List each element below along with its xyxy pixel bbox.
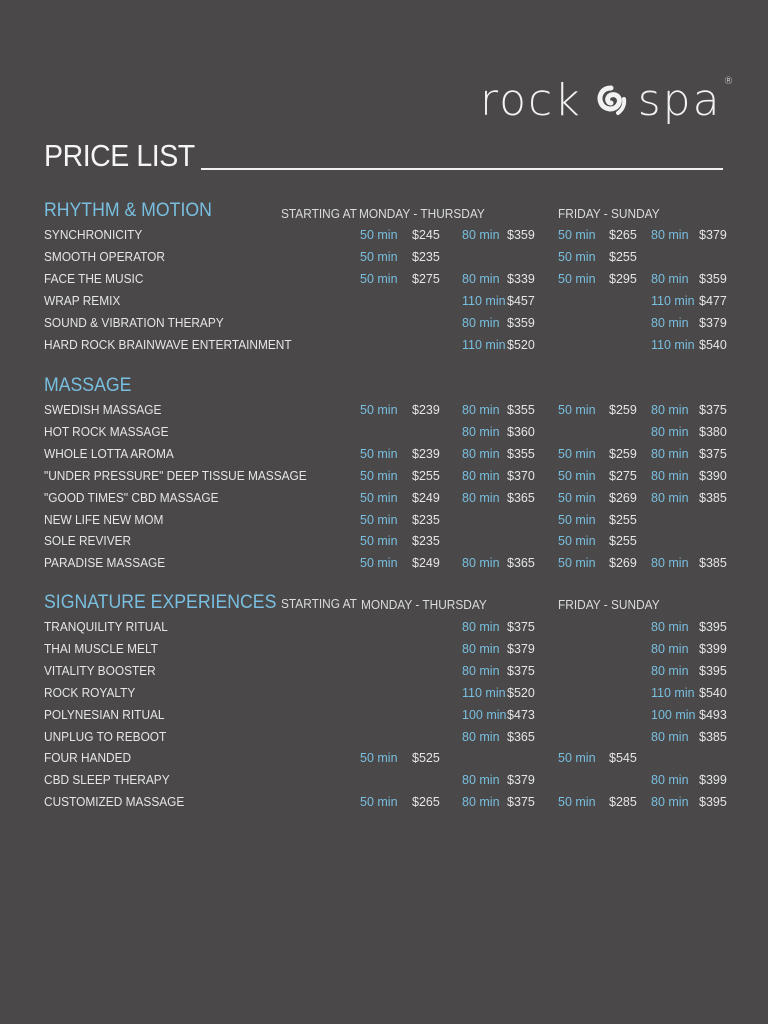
weekday-duration-1: 50 min bbox=[360, 751, 398, 766]
swirl-icon bbox=[594, 81, 628, 119]
weekend-price-1: $255 bbox=[609, 534, 637, 549]
weekday-duration-2: 80 min bbox=[462, 403, 500, 417]
weekday-price-2: $365 bbox=[507, 729, 535, 744]
price-row bbox=[0, 469, 768, 489]
treatment-name: HOT ROCK MASSAGE bbox=[44, 424, 169, 439]
weekend-duration-2: 80 min bbox=[651, 424, 689, 439]
weekend-price-2: $385 bbox=[699, 729, 727, 744]
weekend-price-2: $390 bbox=[699, 468, 727, 483]
weekday-price-1: $235 bbox=[412, 512, 440, 527]
weekday-duration-2: 100 min bbox=[462, 707, 507, 722]
weekend-price-2: $385 bbox=[699, 490, 727, 505]
weekend-duration-2: 80 min bbox=[651, 271, 689, 286]
weekday-duration-2: 80 min bbox=[462, 424, 500, 439]
weekend-price-2: $540 bbox=[699, 337, 727, 352]
weekday-duration-2: 110 min bbox=[462, 293, 506, 308]
treatment-name: VITALITY BOOSTER bbox=[44, 663, 156, 678]
weekend-duration-2: 80 min bbox=[651, 228, 689, 242]
weekday-duration-2: 80 min bbox=[462, 663, 500, 678]
weekday-price-2: $370 bbox=[507, 468, 535, 483]
treatment-name: PARADISE MASSAGE bbox=[44, 556, 166, 571]
weekday-label: MONDAY - THURSDAY bbox=[359, 207, 485, 221]
weekday-duration-2: 80 min bbox=[462, 446, 500, 461]
weekday-price-2: $359 bbox=[507, 228, 535, 242]
starting-at-label: STARTING AT bbox=[281, 207, 357, 221]
weekend-price-1: $269 bbox=[609, 556, 637, 571]
weekday-price-2: $339 bbox=[507, 271, 535, 286]
weekend-price-2: $380 bbox=[699, 424, 727, 439]
weekend-price-2: $395 bbox=[699, 620, 727, 634]
weekend-duration-1: 50 min bbox=[558, 556, 596, 571]
weekend-duration-2: 80 min bbox=[651, 641, 689, 656]
title-divider bbox=[201, 168, 723, 170]
page-title: PRICE LIST bbox=[44, 138, 195, 173]
treatment-name: SYNCHRONICITY bbox=[44, 228, 143, 242]
weekday-duration-1: 50 min bbox=[360, 534, 398, 549]
treatment-name: SMOOTH OPERATOR bbox=[44, 249, 165, 264]
weekday-duration-1: 50 min bbox=[360, 556, 398, 571]
weekday-duration-2: 80 min bbox=[462, 620, 500, 634]
treatment-name: THAI MUSCLE MELT bbox=[44, 641, 158, 656]
weekday-duration-1: 50 min bbox=[360, 228, 398, 242]
price-row bbox=[0, 272, 768, 292]
weekday-duration-1: 50 min bbox=[360, 403, 398, 417]
weekend-duration-2: 80 min bbox=[651, 556, 689, 571]
section-title-signature-experiences: SIGNATURE EXPERIENCES bbox=[44, 592, 277, 613]
weekend-price-1: $255 bbox=[609, 512, 637, 527]
price-row bbox=[0, 686, 768, 706]
price-row bbox=[0, 403, 768, 423]
weekend-price-2: $395 bbox=[699, 663, 727, 678]
weekend-duration-2: 80 min bbox=[651, 663, 689, 678]
weekend-duration-1: 50 min bbox=[558, 490, 596, 505]
weekend-duration-2: 80 min bbox=[651, 795, 689, 810]
treatment-name: WRAP REMIX bbox=[44, 293, 121, 308]
weekday-label: MONDAY - THURSDAY bbox=[361, 598, 487, 612]
weekday-price-2: $355 bbox=[507, 446, 535, 461]
weekday-duration-2: 110 min bbox=[462, 685, 506, 700]
weekend-price-2: $399 bbox=[699, 641, 727, 656]
weekend-label: FRIDAY - SUNDAY bbox=[558, 598, 660, 612]
price-row bbox=[0, 316, 768, 336]
weekend-duration-2: 80 min bbox=[651, 446, 689, 461]
weekday-duration-2: 80 min bbox=[462, 468, 500, 483]
weekend-price-1: $269 bbox=[609, 490, 637, 505]
weekend-price-2: $375 bbox=[699, 446, 727, 461]
price-row bbox=[0, 513, 768, 533]
weekday-price-2: $360 bbox=[507, 424, 535, 439]
price-row bbox=[0, 620, 768, 640]
weekend-price-2: $379 bbox=[699, 315, 727, 330]
weekend-duration-1: 50 min bbox=[558, 228, 596, 242]
weekday-duration-1: 50 min bbox=[360, 468, 398, 483]
treatment-name: FOUR HANDED bbox=[44, 751, 132, 766]
weekday-price-1: $235 bbox=[412, 249, 440, 264]
weekday-price-2: $375 bbox=[507, 620, 535, 634]
weekend-duration-1: 50 min bbox=[558, 271, 596, 286]
weekend-price-2: $399 bbox=[699, 773, 727, 788]
weekday-duration-1: 50 min bbox=[360, 512, 398, 527]
weekend-price-1: $255 bbox=[609, 249, 637, 264]
weekend-price-2: $359 bbox=[699, 271, 727, 286]
price-row bbox=[0, 795, 768, 815]
weekday-duration-2: 80 min bbox=[462, 556, 500, 571]
weekend-duration-2: 80 min bbox=[651, 773, 689, 788]
weekend-price-2: $395 bbox=[699, 795, 727, 810]
weekday-price-1: $255 bbox=[412, 468, 440, 483]
weekend-duration-2: 110 min bbox=[651, 337, 695, 352]
weekday-price-1: $525 bbox=[412, 751, 440, 766]
weekend-duration-1: 50 min bbox=[558, 403, 596, 417]
treatment-name: "UNDER PRESSURE" DEEP TISSUE MASSAGE bbox=[44, 468, 307, 483]
weekend-price-1: $545 bbox=[609, 751, 637, 766]
price-row bbox=[0, 642, 768, 662]
weekday-duration-2: 80 min bbox=[462, 228, 500, 242]
weekend-price-1: $265 bbox=[609, 228, 637, 242]
weekday-duration-2: 80 min bbox=[462, 271, 500, 286]
weekday-duration-2: 80 min bbox=[462, 729, 500, 744]
treatment-name: HARD ROCK BRAINWAVE ENTERTAINMENT bbox=[44, 337, 292, 352]
registered-mark: ® bbox=[723, 76, 736, 87]
treatment-name: FACE THE MUSIC bbox=[44, 271, 144, 286]
weekday-duration-1: 50 min bbox=[360, 795, 398, 810]
weekday-price-1: $275 bbox=[412, 271, 440, 286]
weekday-price-2: $473 bbox=[507, 707, 535, 722]
weekend-duration-2: 80 min bbox=[651, 315, 689, 330]
treatment-name: WHOLE LOTTA AROMA bbox=[44, 446, 174, 461]
weekend-duration-1: 50 min bbox=[558, 446, 596, 461]
weekend-label: FRIDAY - SUNDAY bbox=[558, 207, 660, 221]
logo-text-rock: rock bbox=[480, 74, 582, 126]
price-row bbox=[0, 534, 768, 554]
weekday-price-2: $520 bbox=[507, 685, 535, 700]
treatment-name: UNPLUG TO REBOOT bbox=[44, 729, 167, 744]
price-row bbox=[0, 708, 768, 728]
weekend-price-2: $375 bbox=[699, 403, 727, 417]
treatment-name: ROCK ROYALTY bbox=[44, 685, 136, 700]
price-row bbox=[0, 730, 768, 750]
weekend-price-1: $285 bbox=[609, 795, 637, 810]
treatment-name: NEW LIFE NEW MOM bbox=[44, 512, 164, 527]
price-row bbox=[0, 228, 768, 248]
weekday-price-2: $375 bbox=[507, 663, 535, 678]
weekday-duration-2: 80 min bbox=[462, 773, 500, 788]
weekday-price-2: $355 bbox=[507, 403, 535, 417]
weekend-duration-2: 80 min bbox=[651, 729, 689, 744]
weekend-duration-2: 110 min bbox=[651, 685, 695, 700]
weekend-price-2: $477 bbox=[699, 293, 727, 308]
treatment-name: SOLE REVIVER bbox=[44, 534, 132, 549]
price-row bbox=[0, 491, 768, 511]
weekend-price-2: $385 bbox=[699, 556, 727, 571]
price-row bbox=[0, 664, 768, 684]
weekday-price-2: $365 bbox=[507, 556, 535, 571]
weekend-price-2: $379 bbox=[699, 228, 727, 242]
weekend-price-1: $275 bbox=[609, 468, 637, 483]
treatment-name: "GOOD TIMES" CBD MASSAGE bbox=[44, 490, 219, 505]
weekend-price-2: $493 bbox=[699, 707, 727, 722]
section-title-massage: MASSAGE bbox=[44, 375, 132, 396]
treatment-name: POLYNESIAN RITUAL bbox=[44, 707, 165, 722]
weekday-duration-1: 50 min bbox=[360, 271, 398, 286]
weekday-price-2: $379 bbox=[507, 773, 535, 788]
starting-at-label: STARTING AT bbox=[281, 597, 357, 611]
weekday-price-2: $379 bbox=[507, 641, 535, 656]
weekend-duration-2: 80 min bbox=[651, 468, 689, 483]
weekend-price-1: $295 bbox=[609, 271, 637, 286]
weekday-duration-1: 50 min bbox=[360, 490, 398, 505]
weekday-price-1: $239 bbox=[412, 403, 440, 417]
weekday-price-2: $375 bbox=[507, 795, 535, 810]
treatment-name: CBD SLEEP THERAPY bbox=[44, 773, 170, 788]
price-row bbox=[0, 338, 768, 358]
weekend-duration-1: 50 min bbox=[558, 468, 596, 483]
weekday-price-2: $359 bbox=[507, 315, 535, 330]
price-row bbox=[0, 425, 768, 445]
weekend-duration-2: 80 min bbox=[651, 490, 689, 505]
weekend-duration-2: 80 min bbox=[651, 620, 689, 634]
treatment-name: TRANQUILITY RITUAL bbox=[44, 620, 168, 634]
treatment-name: CUSTOMIZED MASSAGE bbox=[44, 795, 185, 810]
weekend-price-1: $259 bbox=[609, 403, 637, 417]
weekday-duration-2: 80 min bbox=[462, 795, 500, 810]
price-row bbox=[0, 447, 768, 467]
treatment-name: SOUND & VIBRATION THERAPY bbox=[44, 315, 224, 330]
weekday-duration-2: 80 min bbox=[462, 315, 500, 330]
weekday-duration-2: 80 min bbox=[462, 490, 500, 505]
weekend-duration-2: 100 min bbox=[651, 707, 696, 722]
weekday-duration-1: 50 min bbox=[360, 249, 398, 264]
weekday-price-2: $520 bbox=[507, 337, 535, 352]
weekend-duration-2: 80 min bbox=[651, 403, 689, 417]
weekend-duration-1: 50 min bbox=[558, 795, 596, 810]
treatment-name: SWEDISH MASSAGE bbox=[44, 403, 162, 417]
price-row bbox=[0, 751, 768, 771]
weekend-price-2: $540 bbox=[699, 685, 727, 700]
weekday-duration-1: 50 min bbox=[360, 446, 398, 461]
weekday-price-1: $235 bbox=[412, 534, 440, 549]
weekday-price-2: $457 bbox=[507, 293, 535, 308]
rock-spa-logo bbox=[480, 70, 736, 130]
section-title-rhythm-motion: RHYTHM & MOTION bbox=[44, 200, 212, 221]
weekday-price-1: $249 bbox=[412, 556, 440, 571]
logo-text-spa: spa bbox=[637, 74, 722, 126]
weekday-price-1: $239 bbox=[412, 446, 440, 461]
weekend-duration-1: 50 min bbox=[558, 512, 596, 527]
price-row bbox=[0, 556, 768, 576]
weekend-duration-1: 50 min bbox=[558, 534, 596, 549]
weekday-price-1: $249 bbox=[412, 490, 440, 505]
weekday-duration-2: 80 min bbox=[462, 641, 500, 656]
weekend-duration-1: 50 min bbox=[558, 249, 596, 264]
weekend-duration-1: 50 min bbox=[558, 751, 596, 766]
weekend-price-1: $259 bbox=[609, 446, 637, 461]
price-row bbox=[0, 773, 768, 793]
price-row bbox=[0, 250, 768, 270]
weekend-duration-2: 110 min bbox=[651, 293, 695, 308]
weekday-price-1: $265 bbox=[412, 795, 440, 810]
weekday-price-1: $245 bbox=[412, 228, 440, 242]
weekday-price-2: $365 bbox=[507, 490, 535, 505]
weekday-duration-2: 110 min bbox=[462, 337, 506, 352]
price-row bbox=[0, 294, 768, 314]
